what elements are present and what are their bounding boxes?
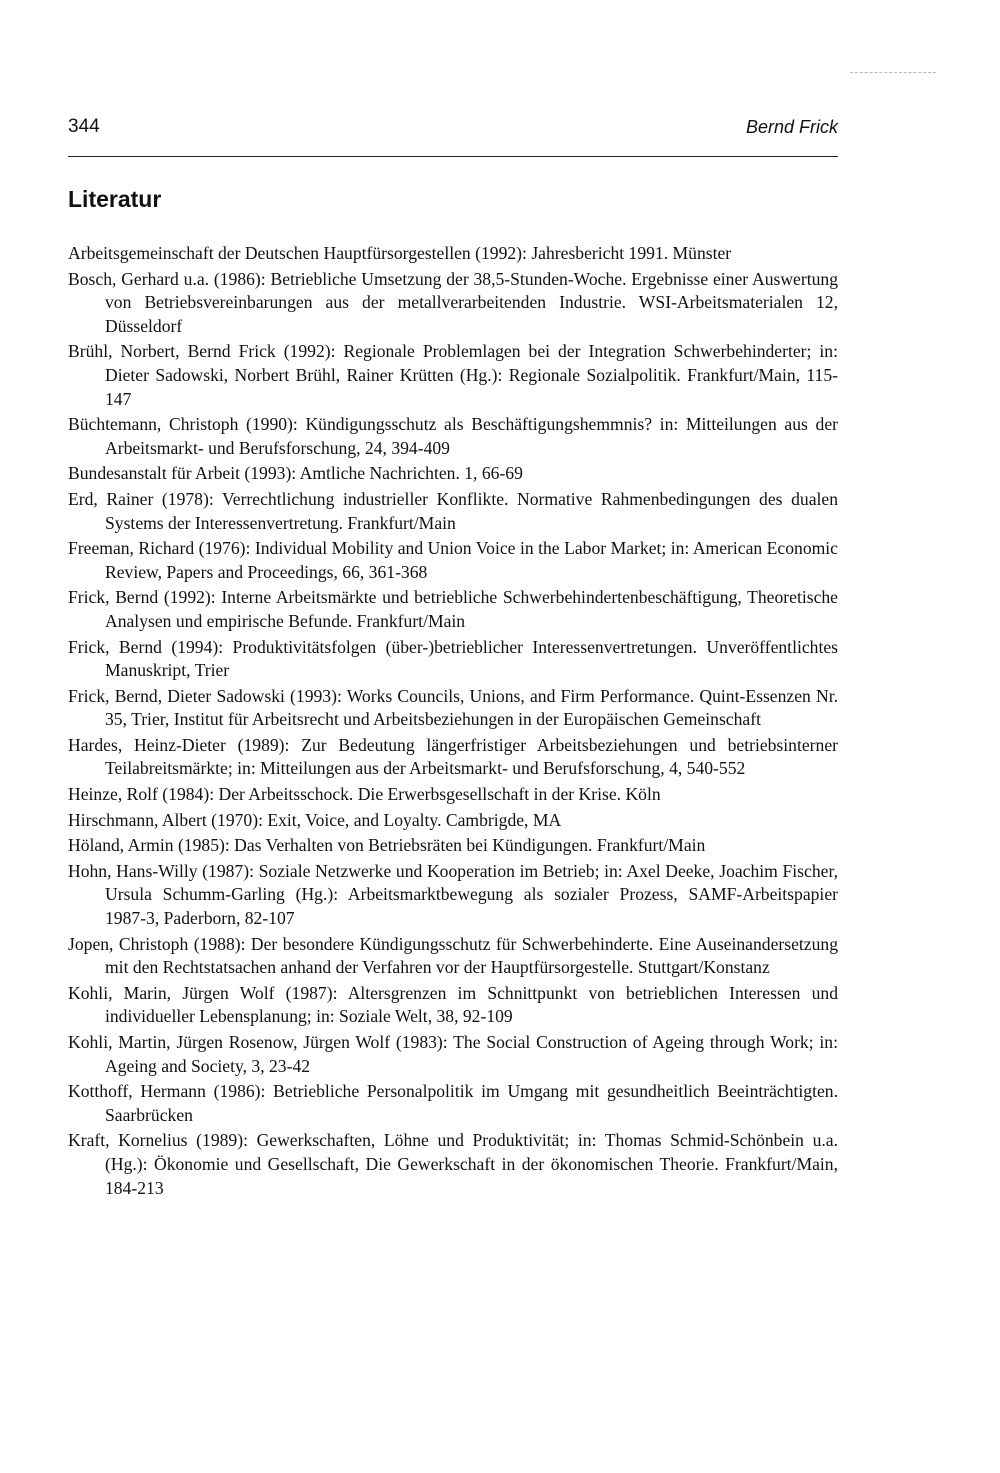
header-rule [68, 156, 838, 157]
reference-entry: Kohli, Martin, Jürgen Rosenow, Jürgen Wolf (1983): The Social Construction of Ageing through Work; in: Ageing and Society, 3, 23-42 [68, 1032, 838, 1076]
reference-entry: Jopen, Christoph (1988): Der besondere Kündigungsschutz für Schwerbehinderte. Eine Auseinandersetzung mit den Rechtstatsachen anhand der Verfahren vor der Hauptfürsorgestelle. Stuttgart/Konstanz [68, 933, 838, 978]
reference-entry: Bundesanstalt für Arbeit (1993): Amtliche Nachrichten. 1, 66-69 [68, 463, 523, 484]
reference-entry: Erd, Rainer (1978): Verrechtlichung industrieller Konflikte. Normative Rahmenbedingungen des dualen Systems der Interessenvertretung. Frankfurt/Main [68, 488, 838, 533]
running-header [68, 116, 838, 140]
reference-entry: Hohn, Hans-Willy (1987): Soziale Netzwerke und Kooperation im Betrieb; in: Axel Deeke, Joachim Fischer, Ursula Schumm-Garling (Hg.): Arbeitsmarktbewegung als sozialer Prozess, SAMF-Arbeitspapier 1987-3, Paderborn, 82-107 [68, 860, 838, 929]
reference-entry: Hirschmann, Albert (1970): Exit, Voice, and Loyalty. Cambrigde, MA [68, 809, 562, 830]
scan-edge-mark [850, 72, 936, 73]
running-header-author: Bernd Frick [745, 117, 838, 137]
reference-entry: Höland, Armin (1985): Das Verhalten von Betriebsräten bei Kündigungen. Frankfurt/Main [68, 835, 706, 856]
reference-entry: Brühl, Norbert, Bernd Frick (1992): Regionale Problemlagen bei der Integration Schwerbehinderter; in: Dieter Sadowski, Norbert Brühl, Rainer Krütten (Hg.): Regionale Sozialpolitik. Frankfurt/Main, 115-147 [68, 341, 838, 409]
reference-list [68, 242, 838, 1202]
reference-entry: Kraft, Kornelius (1989): Gewerkschaften, Löhne und Produktivität; in: Thomas Schmid-Schönbein u.a. (Hg.): Ökonomie und Gesellschaft, Die Gewerkschaft in der ökonomischen Theorie. Frankfurt/Main, 184-213 [68, 1130, 838, 1198]
reference-entry: Frick, Bernd (1992): Interne Arbeitsmärkte und betriebliche Schwerbehindertenbeschäftigung, Theoretische Analysen und empirische Befunde. Frankfurt/Main [68, 587, 838, 631]
reference-entry: Arbeitsgemeinschaft der Deutschen Hauptfürsorgestellen (1992): Jahresbericht 1991. Münster [68, 243, 732, 263]
reference-entry: Frick, Bernd (1994): Produktivitätsfolgen (über-)betrieblicher Interessenvertretungen. Unveröffentlichtes Manuskript, Trier [68, 636, 838, 681]
reference-entry: Kohli, Marin, Jürgen Wolf (1987): Altersgrenzen im Schnittpunkt von betrieblichen Interessen und individueller Lebensplanung; in: Soziale Welt, 38, 92-109 [68, 982, 838, 1027]
reference-entry: Kotthoff, Hermann (1986): Betriebliche Personalpolitik im Umgang mit gesundheitlich Beeinträchtigten. Saarbrücken [68, 1081, 838, 1125]
book-page [68, 0, 838, 1473]
reference-entry: Hardes, Heinz-Dieter (1989): Zur Bedeutung längerfristiger Arbeitsbeziehungen und betriebsinterner Teilabreitsmärkte; in: Mitteilungen aus der Arbeitsmarkt- und Berufsforschung, 4, 540-552 [68, 734, 838, 779]
reference-entry: Heinze, Rolf (1984): Der Arbeitsschock. Die Erwerbsgesellschaft in der Krise. Köln [68, 784, 661, 805]
reference-entry: Freeman, Richard (1976): Individual Mobility and Union Voice in the Labor Market; in: American Economic Review, Papers and Proceedings, 66, 361-368 [68, 538, 838, 582]
reference-entry: Frick, Bernd, Dieter Sadowski (1993): Works Councils, Unions, and Firm Performance. Quint-Essenzen Nr. 35, Trier, Institut für Arbeitsrecht und Arbeitsbeziehungen in der Europäischen Gemeinschaft [68, 685, 838, 730]
page-number: 344 [68, 116, 100, 137]
section-title: Literatur [68, 186, 162, 212]
reference-entry: Bosch, Gerhard u.a. (1986): Betriebliche Umsetzung der 38,5-Stunden-Woche. Ergebnisse einer Auswertung von Betriebsvereinbarungen aus der metallverarbeitenden Industrie. WSI-Arbeitsmaterialen 12, Düsseldorf [68, 268, 838, 336]
reference-entry: Büchtemann, Christoph (1990): Kündigungsschutz als Beschäftigungshemmnis? in: Mitteilungen aus der Arbeitsmarkt- und Berufsforschung, 24, 394-409 [68, 414, 838, 458]
